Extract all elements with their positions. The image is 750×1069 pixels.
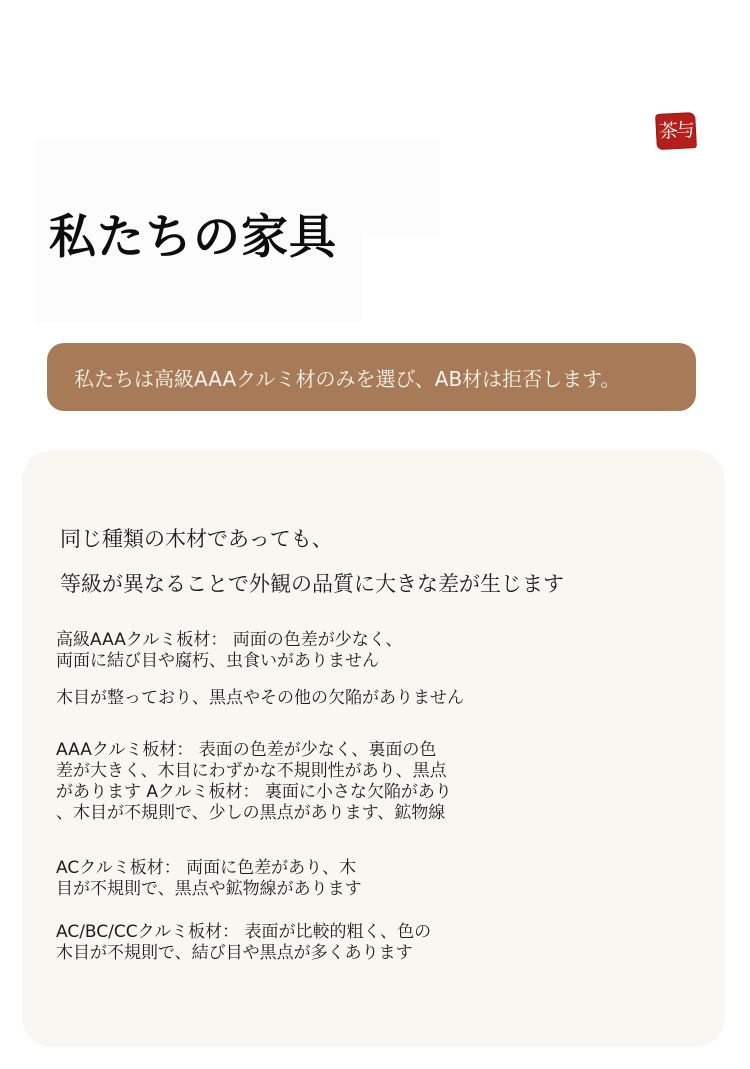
grade-item-aaa-and-a [56, 740, 452, 824]
highlight-banner [47, 343, 696, 411]
intro-line-2: 等級が異なることで外観の品質に大きな差が生じます [60, 572, 564, 596]
banner-text: 私たちは高級AAAクルミ材のみを選び、AB材は拒否します。 [74, 366, 621, 391]
grade-text-line: 木目が整っており、黒点やその他の欠陥がありません [56, 688, 464, 708]
grade-item-ac [56, 858, 362, 900]
grade-text-line: AAAクルミ板材： 表面の色差が少なく、裏面の色 [56, 740, 437, 760]
grade-text-line: 目が不規則で、黒点や鉱物線があります [56, 879, 362, 899]
seal-text: 茶与 [658, 118, 694, 143]
tea-seal-logo [655, 112, 697, 150]
grade-text-line: ACクルミ板材： 両面に色差があり、木 [56, 858, 357, 878]
grade-text-line: 、木目が不規則で、少しの黒点があります、鉱物線 [56, 803, 446, 823]
grade-item-premium-aaa [56, 630, 402, 672]
grade-item-ac-bc-cc [56, 922, 431, 964]
grade-text-line: 高級AAAクルミ板材： 両面の色差が少なく、 [56, 630, 403, 650]
page-title: 私たちの家具 [49, 210, 337, 265]
grade-text-line: 木目が不規則で、結び目や黒点が多くあります [56, 943, 413, 963]
grade-item-premium-aaa-grain [56, 688, 464, 709]
grade-text-line: 両面に結び目や腐朽、虫食いがありません [56, 651, 379, 671]
grade-text-line: 差が大きく、木目にわずかな不規則性があり、黒点 [56, 761, 447, 781]
intro-line-1: 同じ種類の木材であっても、 [60, 527, 333, 551]
grade-text-line: があります Aクルミ板材： 裏面に小さな欠陥があり [56, 782, 452, 802]
grade-text-line: AC/BC/CCクルミ板材： 表面が比較的粗く、色の [56, 922, 432, 942]
